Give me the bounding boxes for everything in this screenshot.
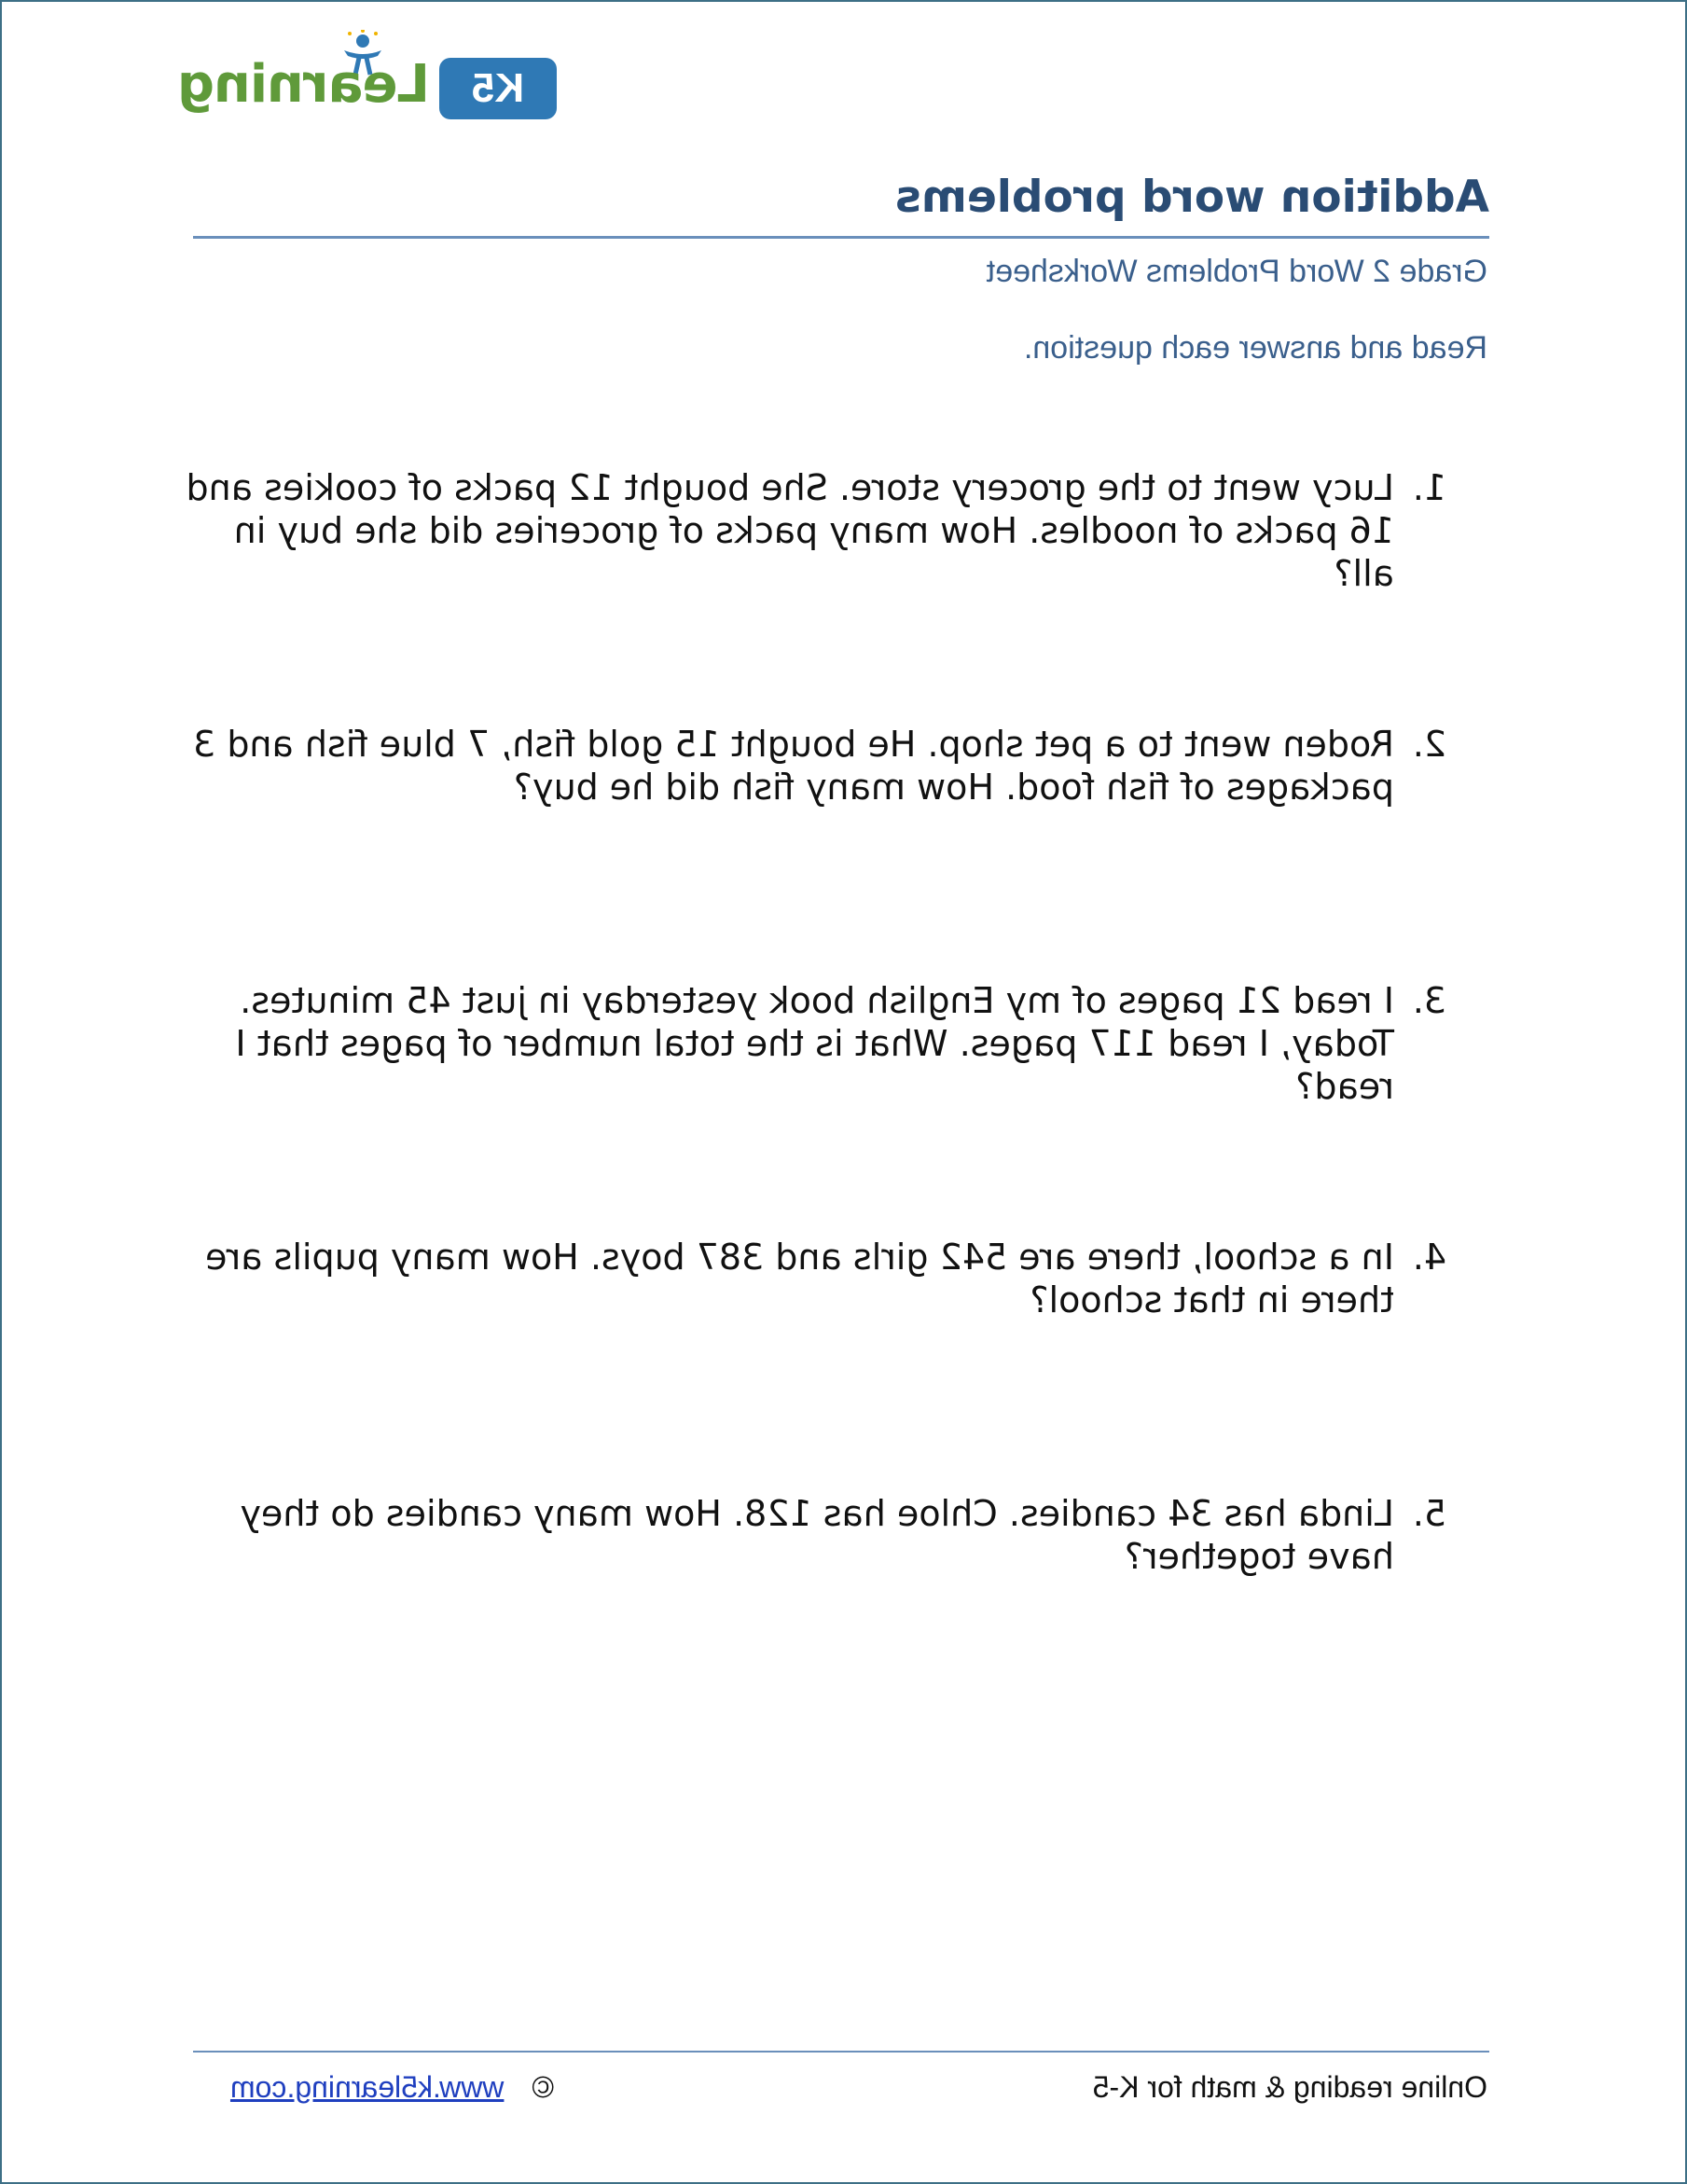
question-text: In a school, there are 542 girls and 387 boys. How many pupils are there in that school? [205, 1237, 1394, 1320]
website-link[interactable]: www.k5learning.com [229, 2070, 505, 2104]
copyright-symbol: © [532, 2070, 554, 2104]
instruction-text: Read and answer each question. [1023, 330, 1487, 366]
question-item [178, 979, 1446, 1108]
logo-text: Learning [177, 54, 430, 115]
question-item [178, 723, 1446, 809]
question-number: 5. [1412, 1493, 1446, 1534]
k5-learning-logo[interactable] [177, 30, 557, 132]
question-number: 2. [1412, 724, 1446, 765]
footer-links [230, 2070, 554, 2105]
footer-tagline: Online reading & math for K-5 [1092, 2070, 1487, 2104]
question-text: Roden went to a pet shop. He bought 15 gold fish, 7 blue fish and 3 packages of fish food. How many fish did he buy? [193, 724, 1394, 808]
question-number: 3. [1412, 980, 1446, 1021]
question-number: 1. [1412, 467, 1446, 508]
title-divider [193, 236, 1489, 239]
page-title: Addition word problems [894, 172, 1489, 223]
question-item [178, 1492, 1446, 1578]
footer-divider [193, 2051, 1489, 2053]
k5-badge: K5 [439, 58, 557, 119]
question-text: Lucy went to the grocery store. She bought 12 packs of cookies and 16 packs of noodles. How many packs of groceries did she buy in all? [186, 467, 1394, 594]
question-text: I read 21 pages of my English book yesterday in just 45 minutes. Today, I read 117 pages. What is the total number of pages that I read? [235, 980, 1394, 1107]
question-text: Linda has 34 candies. Chloe has 128. How many candies do they have together? [240, 1493, 1394, 1577]
question-number: 4. [1412, 1237, 1446, 1278]
worksheet-subtitle: Grade 2 Word Problems Worksheet [986, 254, 1487, 289]
question-item [178, 1236, 1446, 1321]
question-item [178, 466, 1446, 595]
